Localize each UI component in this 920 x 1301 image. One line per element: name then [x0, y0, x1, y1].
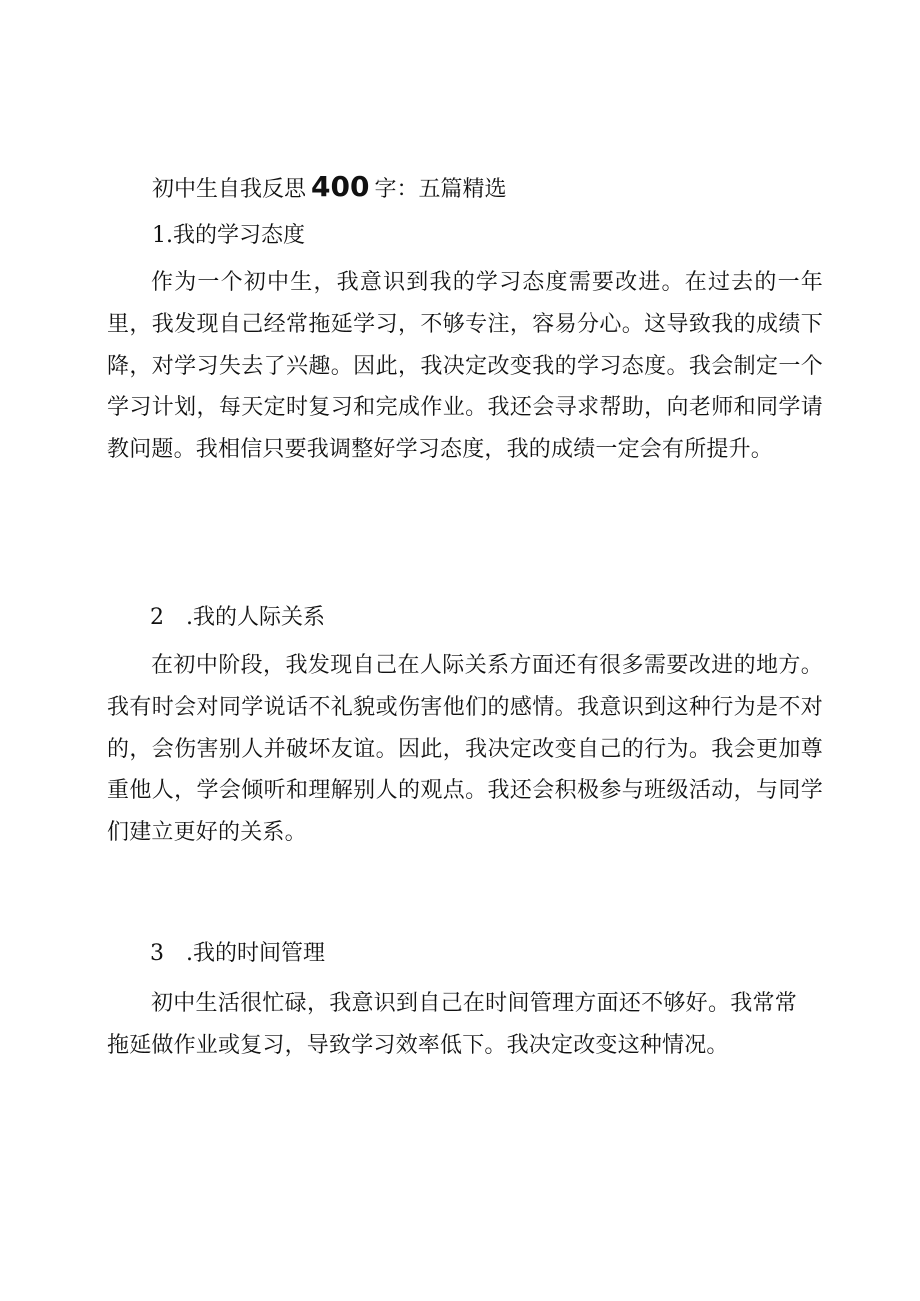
section-heading-time-management: 3 .我的时间管理 — [150, 941, 325, 966]
title-number: 400 — [311, 170, 370, 203]
section-body-study-attitude: 作为一个初中生，我意识到我的学习态度需要改进。在过去的一年里，我发现自己经常拖延学习，不够专注，容易分心。这导致我的成绩下降，对学习失去了兴趣。因此，我决定改变我的学习态度。我会制定一个学习计划，每天定时复习和完成作业。我还会寻求帮助，向老师和同学请教问题。我相信只要我调整好学习态度，我的成绩一定会有所提升。 — [107, 270, 823, 463]
section-heading-relationships: 2 .我的人际关系 — [150, 605, 325, 630]
section-heading-study-attitude: 1.我的学习态度 — [152, 223, 305, 248]
title-prefix: 初中生自我反思 — [152, 177, 307, 202]
document-title — [152, 168, 506, 209]
section-body-time-management: 初中生活很忙碌，我意识到自己在时间管理方面还不够好。我常常拖延做作业或复习，导致学习效率低下。我决定改变这种情况。 — [107, 991, 797, 1058]
title-suffix: 字：五篇精选 — [374, 177, 507, 202]
section-body-relationships: 在初中阶段，我发现自己在人际关系方面还有很多需要改进的地方。我有时会对同学说话不礼貌或伤害他们的感情。我意识到这种行为是不对的，会伤害别人并破坏友谊。因此，我决定改变自己的行为。我会更加尊重他人，学会倾听和理解别人的观点。我还会积极参与班级活动，与同学们建立更好的关系。 — [107, 653, 823, 846]
